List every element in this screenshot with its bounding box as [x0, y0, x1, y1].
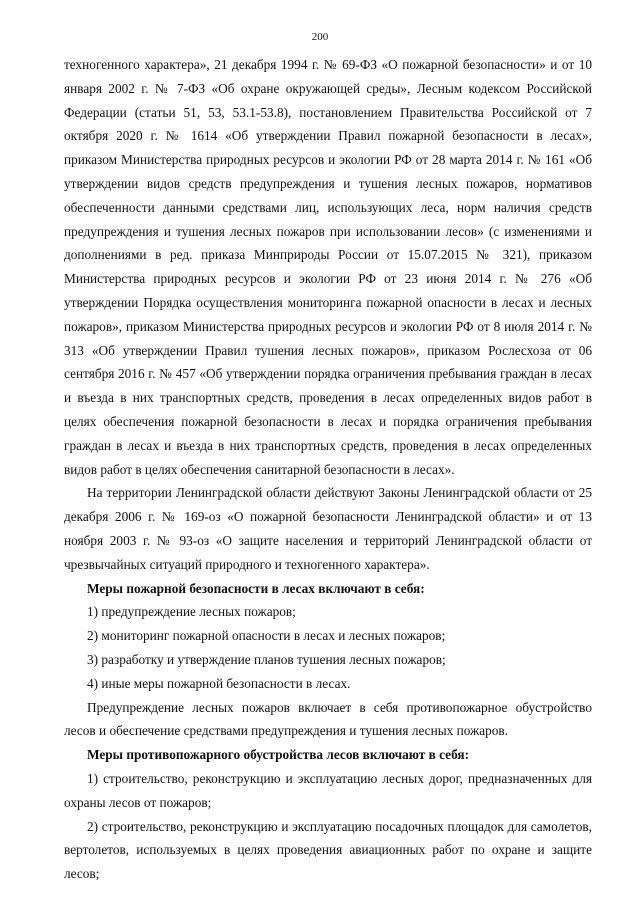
- list-item: 1) строительство, реконструкцию и эксплуатацию лесных дорог, предназначенных для охраны лесов от пожаров;: [64, 770, 592, 810]
- page-number: 200: [311, 31, 329, 43]
- list-item: 4) иные меры пожарной безопасности в лесах.: [87, 675, 351, 691]
- regional-laws-paragraph: На территории Ленинградской области действуют Законы Ленинградской области от 25 декабря 2006 г. № 169-оз «О пожарной безопасности Ленинградской области» и от 13 ноября 2003 г. № 93-оз «О защите населения и территорий Ленинградской области от чрезвычайных ситуаций природного и техногенного характера».: [64, 485, 592, 572]
- list-item: 3) разработку и утверждение планов тушения лесных пожаров;: [87, 651, 446, 667]
- prevention-paragraph: Предупреждение лесных пожаров включает в себя противопожарное обустройство лесов и обеспечение средствами предупреждения и тушения лесных пожаров.: [64, 699, 592, 739]
- document-body: [64, 53, 592, 886]
- legal-basis-paragraph: техногенного характера», 21 декабря 1994 г. № 69-ФЗ «О пожарной безопасности» и от 10 января 2002 г. № 7-ФЗ «Об охране окружающей среды», Лесным кодексом Российской Федерации (статьи 51, 53, 53.1-53.8), постановлением Правительства Российской от 7 октября 2020 г. № 1614 «Об утверждении Правил пожарной безопасности в лесах», приказом Министерства природных ресурсов и экологии РФ от 28 марта 2014 г. № 161 «Об утверждении видов средств предупреждения и тушения лесных пожаров, нормативов обеспеченности данными средствами лиц, использующих леса, норм наличия средств предупреждения и тушения лесных пожаров при использовании лесов» (с изменениями и дополнениями в ред. приказа Минприроды России от 15.07.2015 № 321), приказом Министерства природных ресурсов и экологии РФ от 23 июня 2014 г. № 276 «Об утверждении Порядка осуществления мониторинга пожарной опасности в лесах и лесных пожаров», приказом Министерства природных ресурсов и экологии РФ от 8 июля 2014 г. № 313 «Об утверждении Правил тушения лесных пожаров», приказом Рослесхоза от 06 сентября 2016 г. № 457 «Об утверждении порядка ограничения пребывания граждан в лесах и въезда в них транспортных средств, проведения в лесах определенных видов работ в целях обеспечения пожарной безопасности в лесах и порядка ограничения пребывания граждан в лесах и въезда в них транспортных средств, проведения в лесах определенных видов работ в целях обеспечения санитарной безопасности в лесах».: [64, 57, 592, 477]
- list-item: 2) мониторинг пожарной опасности в лесах и лесных пожаров;: [87, 628, 446, 644]
- fire-safety-measures-heading: Меры пожарной безопасности в лесах включают в себя:: [87, 580, 425, 596]
- list-item: 1) предупреждение лесных пожаров;: [87, 604, 296, 620]
- list-item: 2) строительство, реконструкцию и эксплуатацию посадочных площадок для самолетов, вертолетов, используемых в целях проведения авиационных работ по охране и защите лесов;: [64, 818, 592, 882]
- fire-arrangement-measures-heading: Меры противопожарного обустройства лесов включают в себя:: [87, 747, 470, 763]
